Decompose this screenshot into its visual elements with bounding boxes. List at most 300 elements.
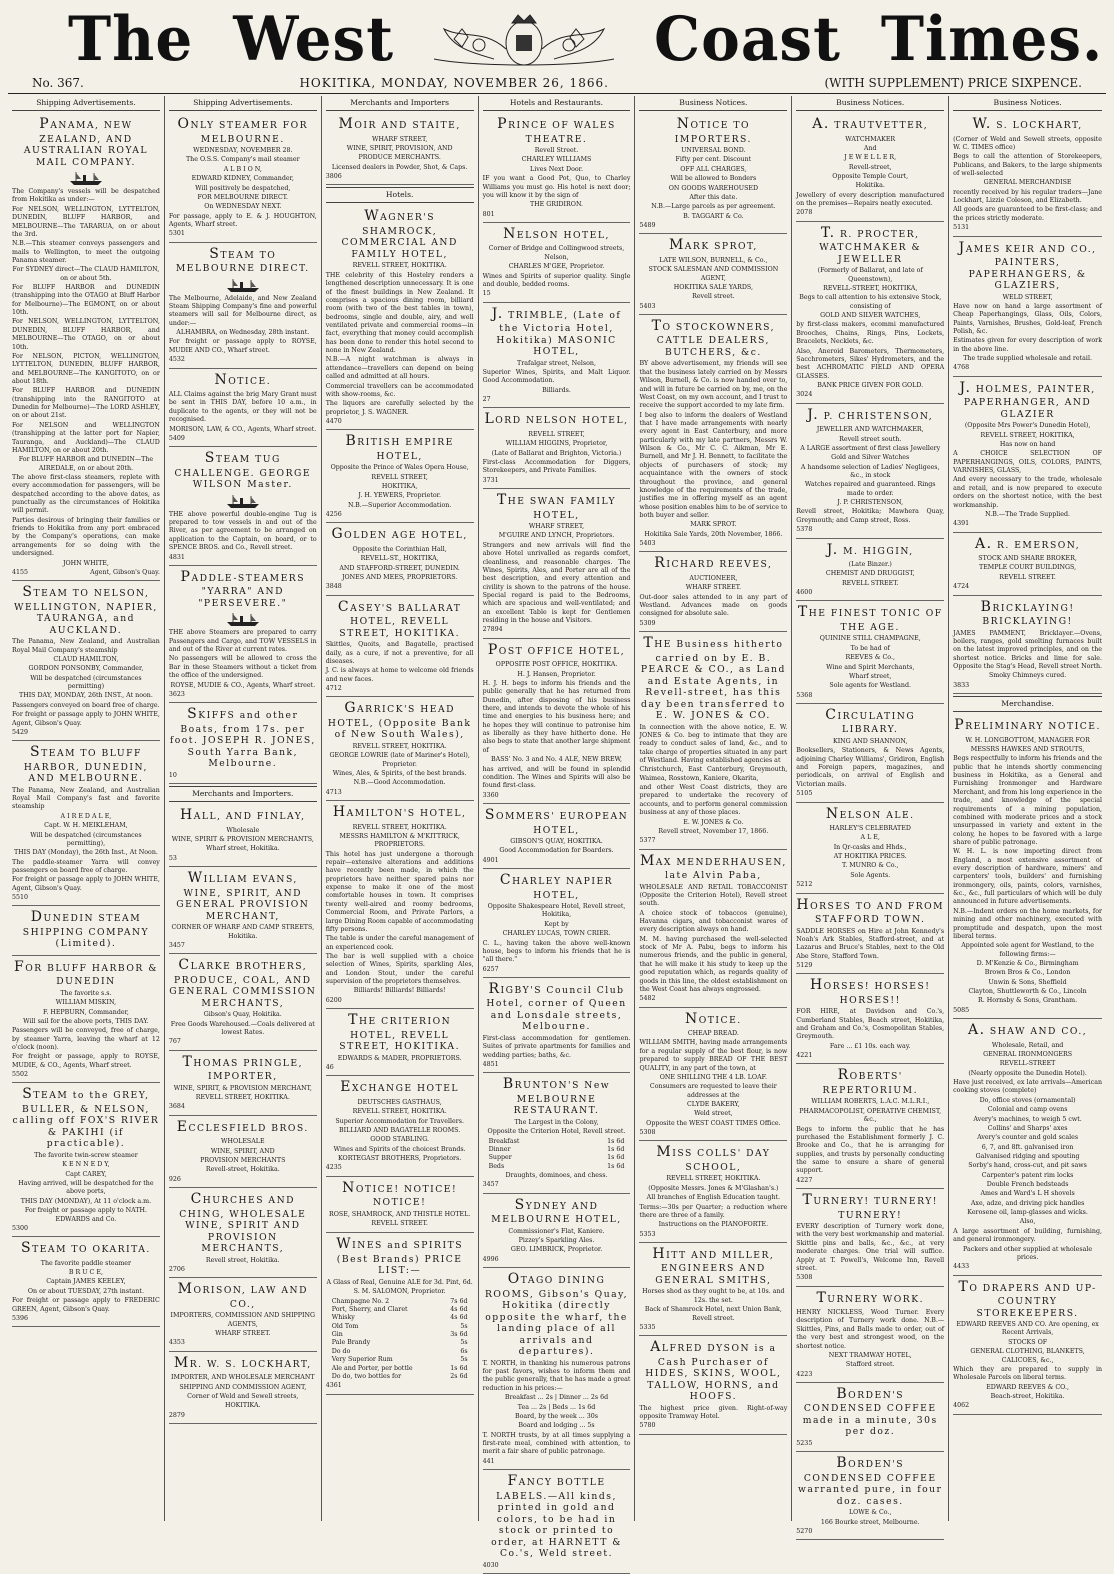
- ad-text: This hotel has just undergone a thorough repair—extensive alterations and additions have recently been made, in which the proprietors have neither spared pains nor expense to make it one of the most comfortable houses in town. It comprises twenty well-aired and roomy bedrooms, Commercial Room, and Private Parlors, a large Dining Room capable of accommodating fifty persons.: [325, 850, 474, 933]
- ad-title: BORDEN'S CONDENSED COFFEE made in a minute, 30s per doz.: [802, 1385, 938, 1438]
- ad-text: F. HEPBURN, Commander,: [42, 1008, 129, 1016]
- ad-text: Revell street south.: [839, 435, 902, 443]
- ad-footer: [326, 1382, 474, 1390]
- ad-number: 4361: [325, 1382, 342, 1390]
- ad-title: NELSON ALE.: [825, 805, 915, 822]
- ad-text: Watches repaired and guaranteed. Rings made to order.: [804, 481, 936, 497]
- ad-text: For BLUFF HARBOR and DUNEDIN—The AIREDALE, on or about 20th.: [18, 456, 154, 472]
- ad-text: The Largest in the Colony,: [514, 1118, 599, 1126]
- ad-text: NEXT TRAMWAY HOTEL,: [828, 1351, 912, 1359]
- ad-text: REVELL STREET,: [371, 473, 428, 481]
- ad-text: OFF ALL CHARGES,: [680, 165, 747, 173]
- ad-title: A. TRAUTVETTER,: [812, 116, 929, 133]
- ad-text: Having arrived, will be despatched for the above ports,: [18, 1180, 154, 1196]
- ad-text: Trafalgar street, Nelson,: [517, 359, 596, 367]
- ad-footer: [796, 391, 944, 399]
- ad-number: 5489: [639, 221, 656, 229]
- ad-text: Breakfast ... 2s | Dinner ... 2s 6d: [504, 1394, 609, 1402]
- ad-footer: [796, 1440, 944, 1448]
- ad-footer: [796, 526, 944, 534]
- ad-title: TO STOCKOWNERS, CATTLE DEALERS, BUTCHERS, &c.: [651, 317, 776, 358]
- ad-text: R. Hornsby & Sons, Grantham.: [978, 997, 1078, 1005]
- advertisement: [796, 1064, 944, 1189]
- ad-text: Have just received, ex late arrivals—American cooking stoves (complete): [953, 1079, 1103, 1095]
- ad-text: FOR MELBOURNE DIRECT.: [197, 193, 289, 201]
- column-7: [949, 96, 1106, 1521]
- advertisement: [796, 601, 944, 704]
- column-5: [635, 96, 792, 1521]
- ad-title: STEAM TO OKARITA.: [21, 1240, 151, 1257]
- ad-text: Opposite the Corinthian Hall,: [352, 545, 447, 553]
- advertisement: [169, 1278, 317, 1351]
- ad-text: Will be despatched (circumstances permitting),: [30, 831, 142, 847]
- ad-text: WINE, SPIRIT, & PROVISION MERCHANT,: [173, 1084, 312, 1092]
- ad-text: Billiards.: [542, 386, 571, 394]
- price-row: [483, 1146, 631, 1154]
- ad-text: A LARGE assortment of first class Jewellery: [800, 444, 941, 452]
- ad-title: NOTICE.: [685, 1010, 742, 1027]
- ad-text: On or about TUESDAY, 27th instant.: [27, 1287, 144, 1295]
- ad-number: 27894: [482, 626, 503, 634]
- ad-title: WINES and SPIRITS (Best Brands) PRICE LIST:—: [336, 1236, 464, 1277]
- ad-text: STOCK SALESMAN AND COMMISSION AGENT,: [648, 266, 779, 282]
- ad-title: NOTICE TO IMPORTERS.: [674, 116, 752, 145]
- advertisement: [169, 954, 317, 1050]
- ad-text: REEVES & Co.,: [845, 654, 895, 662]
- advertisement: [483, 1268, 631, 1470]
- ad-footer: [169, 1412, 317, 1420]
- ad-text: BILLIARD AND BAGATELLE ROOMS.: [339, 1126, 461, 1134]
- ad-title: T. R. PROCTER, WATCHMAKER & JEWELLER: [819, 224, 922, 265]
- ad-footer: [169, 855, 317, 863]
- ad-title: MORISON, LAW AND CO.,: [177, 1281, 308, 1310]
- ad-footer: [796, 1371, 944, 1379]
- ad-text: MORISON, LAW, & CO., Agents, Wharf street.: [169, 425, 317, 433]
- ad-text: The favorite twin-screw steamer: [34, 1151, 138, 1159]
- ad-text: Collins' and Sharps' axes: [987, 1124, 1068, 1132]
- ad-text: After this date.: [689, 193, 738, 201]
- ad-text: JONES AND MEES, PROPRIETORS.: [341, 574, 458, 582]
- steamship-icon: [225, 493, 261, 509]
- ad-text: CHARLEY WILLIAMS: [521, 156, 592, 164]
- ad-signature: Agent, Gibson's Quay.: [90, 568, 160, 576]
- ad-text: LOWE & Co.,: [848, 1509, 892, 1517]
- ad-title: PRINCE OF WALES THEATRE.: [497, 116, 616, 145]
- price-value: 6s: [460, 1347, 468, 1355]
- advertisement: [326, 523, 474, 595]
- ad-title: HITT AND MILLER, ENGINEERS AND GENERAL SMITHS,: [652, 1245, 775, 1286]
- advertisement: [483, 408, 631, 489]
- advertisement: [12, 906, 160, 956]
- ad-text: I beg also to inform the dealers of Westland that I have made arrangements with nearly every agent in East Canterbury, and more particularly with my late partners, Messrs W. Wilson & Co., Mr C. C. Aikman, Mr E. Burnell, and Mr J. H. Bennett, to facilitate the objects of purchasers of stock; my acquaintance with the owners of stock throughout the province, and general knowledge of the requirements of the trade, justifies me in offering myself as an agent whose position enables him to be of service to both buyer and seller.: [639, 411, 788, 519]
- ad-number: 4600: [796, 589, 813, 597]
- ad-title: THE Business hitherto carried on by E. B. PEARCE & CO., as Land and Estate Agents, in Revell-street, has this day been transferred to E. W. JONES & CO.: [640, 635, 786, 722]
- ad-text: Gibson's Quay, Hokitika.: [203, 1011, 282, 1019]
- ad-title: GOLDEN AGE HOTEL,: [331, 526, 468, 543]
- ad-footer: [326, 685, 474, 693]
- advertisement: [483, 639, 631, 804]
- ad-text: Ames and Ward's L H shovels: [980, 1190, 1075, 1198]
- ad-footer: [639, 995, 787, 1003]
- ad-text: A L E,: [860, 834, 880, 842]
- ad-text: The table is under the careful management of an experienced cook.: [325, 935, 474, 951]
- ad-title: DUNEDIN STEAM SHIPPING COMPANY (Limited).: [22, 909, 150, 950]
- ad-footer: [326, 1164, 474, 1172]
- ad-footer: [326, 1064, 474, 1072]
- ad-number: 4062: [953, 1402, 970, 1410]
- ad-text: WHARF STREET,: [528, 523, 585, 531]
- ad-title: MOIR AND STAITE,: [338, 116, 461, 133]
- ad-number: 5335: [639, 1323, 656, 1331]
- ad-text: Opposite the Criterion Hotel, Revell street.: [487, 1128, 626, 1136]
- ad-text: EDWARDS & MADER, PROPRIETORS.: [337, 1054, 462, 1062]
- ad-title: RICHARD REEVES,: [654, 555, 773, 572]
- advertisement: [169, 369, 317, 448]
- ad-text: CLAUD HAMILTON,: [53, 655, 119, 663]
- price-value: 1s 6d: [607, 1137, 625, 1145]
- ad-text: KING AND SHANNON,: [832, 737, 908, 745]
- ad-text: W. H. LONGBOTTOM, MANAGER FOR: [965, 736, 1090, 744]
- ad-text: T. NORTH, in thanking his numerous patrons for past favors, wishes to inform them and the public generally, that he has made a great reduction in his prices:—: [482, 1359, 631, 1392]
- ad-text: Fare ... £1 10s. each way.: [829, 1042, 911, 1050]
- advertisement: [796, 113, 944, 222]
- advertisement: [953, 237, 1102, 377]
- issue-number: No. 367.: [32, 76, 84, 90]
- ad-text: Begs to call attention to his extensive Stock, consisting of: [799, 294, 942, 310]
- ad-title: PRELIMINARY NOTICE.: [954, 717, 1101, 734]
- ad-text: And: [863, 144, 877, 152]
- ad-title: J. M. HIGGIN,: [826, 541, 914, 558]
- advertisement: [639, 632, 787, 850]
- ad-text: Board, by the week ... 30s: [514, 1412, 599, 1420]
- ad-text: Has now on hand: [999, 441, 1056, 448]
- ad-text: For BLUFF HARBOR and DUNEDIN (transhipping into the RANGITOTO at Dunedin for Melbourne)—The LORD ASHLEY, on or about 21st.: [12, 387, 160, 420]
- ad-text: (Nearly opposite the Dunedin Hotel).: [968, 1069, 1087, 1077]
- ad-text: N.B.—A night watchman is always in attendance—travellers can depend on being called and admitted at all hours.: [325, 356, 474, 381]
- ad-text: HOKITIKA SALE YARDS,: [673, 283, 753, 291]
- ad-text: A I R E D A L E,: [60, 812, 112, 820]
- ad-text: STOCK AND SHARE BROKER,: [978, 555, 1077, 563]
- ad-title: THE FINEST TONIC OF THE AGE.: [797, 604, 943, 633]
- ad-number: 5510: [12, 894, 29, 902]
- ad-title: CIRCULATING LIBRARY.: [825, 706, 916, 736]
- ad-text: SADDLE HORSES on Hire at John Kennedy's Noah's Ark Stables, Stafford-street, and at Lazarus and Bruce's Stables, next to the Old Abe Store, Stafford Town.: [796, 927, 945, 960]
- ad-title: GARRICK'S HEAD HOTEL, (Opposite Bank of New South Wales),: [327, 700, 472, 741]
- ad-text: For NELSON and WELLINGTON (transhipping at the latter port for Napier, Tauranga, and Auckland)—The CLAUD HAMILTON, on or about 20th.: [12, 421, 160, 454]
- ad-text: THIS DAY (Monday), the 26th Inst., At Noon.: [13, 849, 158, 857]
- ad-text: REVELL STREET, HOKITIKA.: [352, 262, 447, 270]
- ad-text: In connection with the above notice, E. W. JONES & Co. beg to intimate that they are ready to conduct sales of land, &c., and to take charge of properties situated in any part of Westland. Having established agencies at: [639, 723, 788, 764]
- advertisement: [639, 1141, 787, 1243]
- ad-text: Revell street, Hokitika.: [205, 1256, 280, 1264]
- ad-text: The favorite s.s.: [60, 989, 112, 997]
- ad-title: WAGNER'S SHAMROCK, COMMERCIAL AND FAMILY HOTEL,: [341, 208, 458, 260]
- ad-footer: [953, 1007, 1102, 1015]
- ad-text: GENERAL MERCHANDISE: [983, 179, 1072, 187]
- ad-text: and other West Coast districts, they are prepared to undertake the recovery of accounts, and to perform general commission business at any of those places.: [639, 784, 788, 817]
- ad-text: Jewellery of every description manufactured on the premises—Repairs neatly executed.: [796, 191, 945, 208]
- ad-text: (Opposite Messrs. Jones & M'Glashan's.): [648, 1184, 779, 1192]
- ad-text: Clayton, Shuttleworth & Co., Lincoln: [968, 988, 1087, 996]
- ad-text: Christchurch, East Canterbury, Greymouth, Waimea, Rosstown, Kaniere, Okarita,: [639, 766, 788, 782]
- advertisement: [483, 1194, 631, 1268]
- price-value: 4s 6d: [450, 1314, 468, 1322]
- ad-footer: [796, 209, 944, 217]
- ad-footer: [483, 966, 631, 974]
- ad-title: PADDLE-STEAMERS "YARRA" AND "PERSEVERE.": [180, 568, 306, 609]
- ad-footer: [169, 554, 317, 562]
- ad-text: All branches of English Education taught.: [646, 1194, 781, 1202]
- ad-title: ALFRED DYSON is a Cash Purchaser of HIDES, SKINS, WOOL, TALLOW, HORNS, and HOOFS.: [645, 1339, 782, 1403]
- ad-text: GOOD STABLING.: [370, 1136, 430, 1144]
- ad-text: WILLIAM ROBERTS, L.A.C. M.L.R.I.,: [811, 1098, 930, 1106]
- ad-text: For freight or passage apply to FREDERIC GREEN, Agent, Gibson's Quay.: [12, 1297, 160, 1313]
- price-value: 1s 6d: [607, 1154, 625, 1162]
- column-heading: Hotels and Restaurants.: [483, 96, 631, 111]
- ad-footer: [639, 1231, 787, 1239]
- ad-number: 4256: [325, 511, 342, 519]
- advertisement: [953, 533, 1102, 596]
- masthead-word-2: West: [233, 3, 394, 75]
- ad-text: Opposite Temple Court,: [832, 173, 909, 181]
- ad-title: STEAM TUG CHALLENGE. GEORGE WILSON Master.: [174, 450, 312, 491]
- ad-text: OPPOSITE POST OFFICE, HOKITIKA.: [495, 661, 618, 669]
- ad-footer: [483, 1458, 631, 1466]
- royal-crest-icon: [394, 9, 654, 69]
- price-row: [326, 1356, 474, 1364]
- ad-text: REVELL STREET,: [528, 430, 585, 438]
- ad-text: Also,: [1019, 1218, 1036, 1226]
- column-heading: Business Notices.: [639, 96, 787, 111]
- ad-text: Wine and Spirit Merchants,: [826, 663, 915, 671]
- ad-number: 5308: [639, 1129, 656, 1137]
- ad-footer: [169, 435, 317, 443]
- ad-text: Revell-street, Hokitika.: [205, 1166, 280, 1174]
- ad-text: GOLD AND SILVER WATCHES,: [820, 312, 921, 320]
- ad-text: CHARLES M'GEE, Proprietor.: [508, 263, 605, 271]
- ad-footer: [639, 1129, 787, 1137]
- ad-text: REVELL STREET, HOKITIKA.: [195, 1094, 290, 1102]
- ad-footer: [12, 729, 160, 737]
- ad-text: JAMES PAMMENT, Bricklayer.—Ovens, boilers, ranges, gold smelting furnaces built on the latest improved principles, and on the shortest notice. Bricks and lime for sale. Opposite the Stag's Head, Revell street North.: [953, 629, 1103, 670]
- place-date: HOKITIKA, MONDAY, NOVEMBER 26, 1866.: [299, 76, 609, 90]
- ad-text: Smoky Chimneys cured.: [988, 672, 1067, 680]
- ad-title: THOMAS PRINGLE, IMPORTER,: [182, 1053, 304, 1083]
- ad-text: HOKITIKA.: [225, 1402, 261, 1410]
- price-item: Supper: [488, 1154, 512, 1162]
- ad-text: MESSRS HAWKES AND STROUTS,: [970, 746, 1085, 753]
- advertisement: [639, 1336, 787, 1435]
- ad-number: 4768: [953, 364, 970, 372]
- ad-footer: [169, 772, 317, 780]
- ad-text: N.B.—Superior Accommodation.: [348, 501, 452, 509]
- ad-footer: [483, 290, 631, 298]
- ad-text: N.B.—The Trade Supplied.: [985, 510, 1071, 518]
- price-row: [483, 1163, 631, 1171]
- ad-text: Galvanised ridging and spouting: [975, 1152, 1080, 1160]
- price-value: 1s 6d: [607, 1145, 625, 1153]
- ad-text: WINE, SPIRIT, AND: [210, 1147, 275, 1155]
- ad-text: WHOLESALE AND RETAIL TOBACCONIST (Opposite the Criterion Hotel), Revell street south.: [639, 883, 788, 908]
- ad-title: MISS COLLS' DAY SCHOOL,: [656, 1144, 771, 1173]
- ad-title: STEAM TO BLUFF HARBOR, DUNEDIN, AND MELBOURNE.: [23, 744, 148, 785]
- ad-footer: [169, 230, 317, 238]
- ad-text: SHIPPING AND COMMISSION AGENT,: [179, 1383, 307, 1391]
- price-item: Do do: [331, 1347, 351, 1355]
- ad-number: 5131: [953, 224, 970, 232]
- steamship-icon: [225, 611, 261, 627]
- ad-text: PRODUCE MERCHANTS.: [358, 154, 441, 162]
- ad-text: WEDNESDAY, NOVEMBER 28.: [193, 147, 293, 155]
- advertisement: [169, 1116, 317, 1188]
- ad-text: WINE, SPIRIT & PROVISION MERCHANTS,: [171, 836, 314, 844]
- ad-text: MESSRS HAMILTON & M'KITTRICK, PROPRIETORS.: [339, 832, 460, 849]
- advertisement: [796, 894, 944, 975]
- ad-text: For freight or passage apply to JOHN WHITE, Agent, Gibson's Quay.: [12, 876, 160, 892]
- ad-title: MARK SPROT,: [668, 237, 758, 254]
- price-item: Do do, two bottles for: [331, 1372, 402, 1380]
- ad-text: Superior Accommodation for Travellers.: [335, 1117, 464, 1125]
- ad-footer: [953, 1263, 1102, 1271]
- ad-text: EDWARD KIDNEY, Commander,: [191, 175, 294, 183]
- ad-number: 53: [168, 854, 177, 862]
- ad-text: THE above Steamers are prepared to carry Passengers and Cargo, and TOW VESSELS in and out of the River at current rates.: [168, 629, 317, 654]
- advertisement: [326, 1009, 474, 1076]
- ad-text: Wharf street, Hokitika.: [205, 845, 280, 853]
- price-row: [483, 1138, 631, 1146]
- ad-text: Sole agents for Westland.: [829, 682, 912, 690]
- ad-text: HARLEY'S CELEBRATED: [829, 825, 911, 832]
- ad-text: UNIVERSAL BOND.: [681, 147, 746, 155]
- ad-text: Corner of Bridge and Collingwood streets, Nelson,: [488, 245, 625, 261]
- ad-text: Also, Aneroid Barometers, Thermometers, Sacchrometers, Sikes' Hydrometers, and the best ACHROMATIC FIELD AND OPERA GLASSES.: [796, 347, 945, 380]
- ad-text: WILLIAM SMITH, having made arrangements for a regular supply of the best flour, is now prepared to supply BREAD OF THE BEST QUALITY, in any part of the town, at: [639, 1039, 788, 1072]
- ad-text: THE GRIDIRON.: [529, 201, 584, 209]
- price-item: Breakfast: [488, 1137, 520, 1145]
- ad-text: BY above advertisement, my friends will see that the business lately carried on by Messrs Wilson, Burnell, & Co. is now handed over to, and will in future be carried on by, me, on the West Coast, on my own account, and I trust to receive the support accorded to my late firm.: [639, 360, 788, 410]
- ad-text: H. J. Hansen, Proprietor.: [517, 670, 596, 678]
- ad-text: (Late of Ballarat and Brighton, Victoria.): [491, 449, 622, 457]
- price-item: Whisky: [331, 1314, 355, 1322]
- ad-footer: [639, 1324, 787, 1332]
- ad-number: 5377: [639, 837, 656, 845]
- advertisement: [483, 1073, 631, 1193]
- advertisement: [169, 566, 317, 703]
- ad-text: Have now on hand a large assortment of Cheap Paperhangings, Glass, Oils, Colors, Paints, Varnishes, Brushes, Gold-leaf, French Polish, &c.: [953, 302, 1103, 335]
- advertisement: [326, 1177, 474, 1234]
- ad-text: Do, office stoves (ornamental): [979, 1096, 1076, 1104]
- ad-text: Strangers and new arrivals will find the above Hotel unrivalled as regards comfort, cleanliness, and reasonable charges. The Wines, Spirits, Ales, and Porter are all of the best description, and every attention and civility is shown to the patrons of the house. Special regard is paid to the Bedrooms, which are spacious and well-ventilated; and an excellent Table is kept for Gentlemen residing in the house and Visitors.: [482, 541, 631, 625]
- ad-text: Begs respectfully to inform his friends and the public that he intends shortly commencing business in Hokitika, as a General and Furnishing Ironmonger and Hardware Merchant, and from his long experience in the trade, and knowledge of the special requirements of a mining population, combined with moderate prices and a stock unsurpassed in variety and extent in the colony, he hopes to be favored with a large share of public patronage.: [953, 755, 1103, 846]
- ad-text: Wholesale, Retail, and: [991, 1041, 1064, 1049]
- ad-text: Booksellers, Stationers, & News Agents, adjoining Charley Williams', Gridiron, English and Foreign papers, magazines, and periodicals, on arrival of English and Victorian mails.: [796, 747, 945, 788]
- column-3: [322, 96, 479, 1521]
- ad-number: 5403: [639, 302, 656, 310]
- ad-text: THIS DAY (MONDAY), At 11 o'clock a.m.: [20, 1197, 152, 1205]
- advertisement: [169, 804, 317, 867]
- advertisement: [169, 1352, 317, 1424]
- advertisement: [796, 1452, 944, 1540]
- ad-text: Board and lodging ... 5s: [518, 1422, 595, 1430]
- ad-text: Wines, Ales, & Spirits, of the best brands.: [332, 770, 467, 777]
- advertisement: [326, 1076, 474, 1176]
- ad-text: Revell Street.: [534, 147, 579, 155]
- ad-text: A large assortment of building, furnishing, and general ironmongery.: [953, 1227, 1103, 1244]
- ad-number: 4030: [482, 1561, 499, 1569]
- ad-footer: [169, 1038, 317, 1046]
- ad-text: Sole Agents.: [850, 871, 891, 879]
- advertisement: [326, 1233, 474, 1394]
- ad-title: STEAM TO NELSON, WELLINGTON, NAPIER, TAURANGA, and AUCKLAND.: [14, 584, 158, 636]
- ad-footer: [326, 418, 474, 426]
- ad-title: W. S. LOCKHART,: [972, 116, 1083, 133]
- ad-title: BORDEN'S CONDENSED COFFEE warranted pure, in four doz. cases.: [798, 1455, 943, 1507]
- ad-title: HORSES TO AND FROM STAFFORD TOWN.: [796, 896, 945, 926]
- ad-title: CHURCHES AND CHING, WHOLESALE WINE, SPIRIT AND PROVISION MERCHANTS,: [179, 1191, 307, 1255]
- price-item: Dinner: [488, 1145, 511, 1153]
- ad-text: GEO. LIMBRICK, Proprietor.: [510, 1246, 603, 1254]
- ad-number: 4223: [796, 1370, 813, 1378]
- ad-text: For freight or passage apply to JOHN WHITE, Agent, Gibson's Quay.: [12, 711, 160, 727]
- price-item: Gin: [331, 1331, 343, 1339]
- ad-text: Begs to inform the public that he has purchased the Establishment formerly J. C. Brooke and Co., that he is arranging for supplies, and trusts by personally conducting the same to ensure a share of general support.: [796, 1125, 945, 1175]
- ad-title: A. SHAW AND CO.,: [967, 1022, 1088, 1039]
- advertisement: [639, 315, 787, 552]
- advertisement: [639, 234, 787, 315]
- ad-footer: [639, 1422, 787, 1430]
- ad-text: CHEMIST AND DRUGGIST,: [825, 570, 915, 578]
- ad-title: TURNERY! TURNERY! TURNERY!: [802, 1192, 938, 1221]
- ad-text: J E W E L L E R,: [844, 154, 897, 162]
- ad-text: Gold and Silver Watches: [831, 454, 910, 462]
- advertisement: [483, 303, 631, 409]
- ad-text: ALHAMBRA, on Wednesday, 28th instant.: [176, 329, 310, 337]
- advertisement: [326, 113, 474, 185]
- ad-text: A choice stock of tobaccos (genuine), Havanna cigars, and tobacconist wares of every description always on hand.: [639, 909, 788, 934]
- ad-text: Colonial and camp ovens: [987, 1106, 1068, 1114]
- ad-text: REVELL STREET, HOKITIKA.: [352, 823, 447, 831]
- ad-title: NOTICE! NOTICE! NOTICE!: [342, 1179, 458, 1209]
- ad-number: 3457: [168, 941, 185, 949]
- ad-text: AT HOKITIKA PRICES.: [833, 853, 907, 861]
- ad-footer: [12, 1315, 160, 1323]
- ad-footer: [483, 857, 631, 865]
- ad-text: KORTEGAST BROTHERS, Proprietors.: [338, 1155, 462, 1162]
- advertisement: [953, 113, 1102, 236]
- advertisement: [169, 447, 317, 566]
- ad-text: REVELL STREET, HOKITIKA.: [666, 1175, 761, 1183]
- ad-number: 46: [325, 1063, 334, 1071]
- price-value: 5s: [460, 1356, 468, 1364]
- section-heading: Merchants and Importers.: [169, 786, 317, 802]
- ad-text: Corner of Weld and Sewell streets,: [187, 1392, 299, 1400]
- price-value: 1s 6d: [450, 1364, 468, 1372]
- price-value: 3s 6d: [450, 1331, 468, 1339]
- ad-text: Will positively be despatched,: [195, 184, 291, 192]
- ad-text: E. W. JONES & Co.: [683, 818, 744, 826]
- ad-text: B R U C E,: [68, 1269, 103, 1277]
- advertisement: [953, 714, 1102, 1019]
- masthead-word-3: Coast: [654, 3, 841, 75]
- ad-text: J. P. CHRISTENSON,: [837, 499, 904, 507]
- ad-text: Back of Shamrock Hotel, next Union Bank, Revell street.: [644, 1306, 782, 1322]
- price-row: [326, 1298, 474, 1306]
- ad-text: A L B I O N,: [223, 165, 262, 173]
- ad-text: The above first-class steamers, replete with every accommodation for passengers, will be despatched according to the above dates, as punctually as the circumstances of Hokitika will permit.: [12, 473, 160, 515]
- steamship-icon: [225, 277, 261, 293]
- ad-text: by first-class makers, ecommi manufactured Brooches, Chains, Rings, Pins, Lockets, Bracelets, Necklets, &c.: [796, 321, 945, 346]
- ad-text: WELD STREET,: [1002, 293, 1053, 301]
